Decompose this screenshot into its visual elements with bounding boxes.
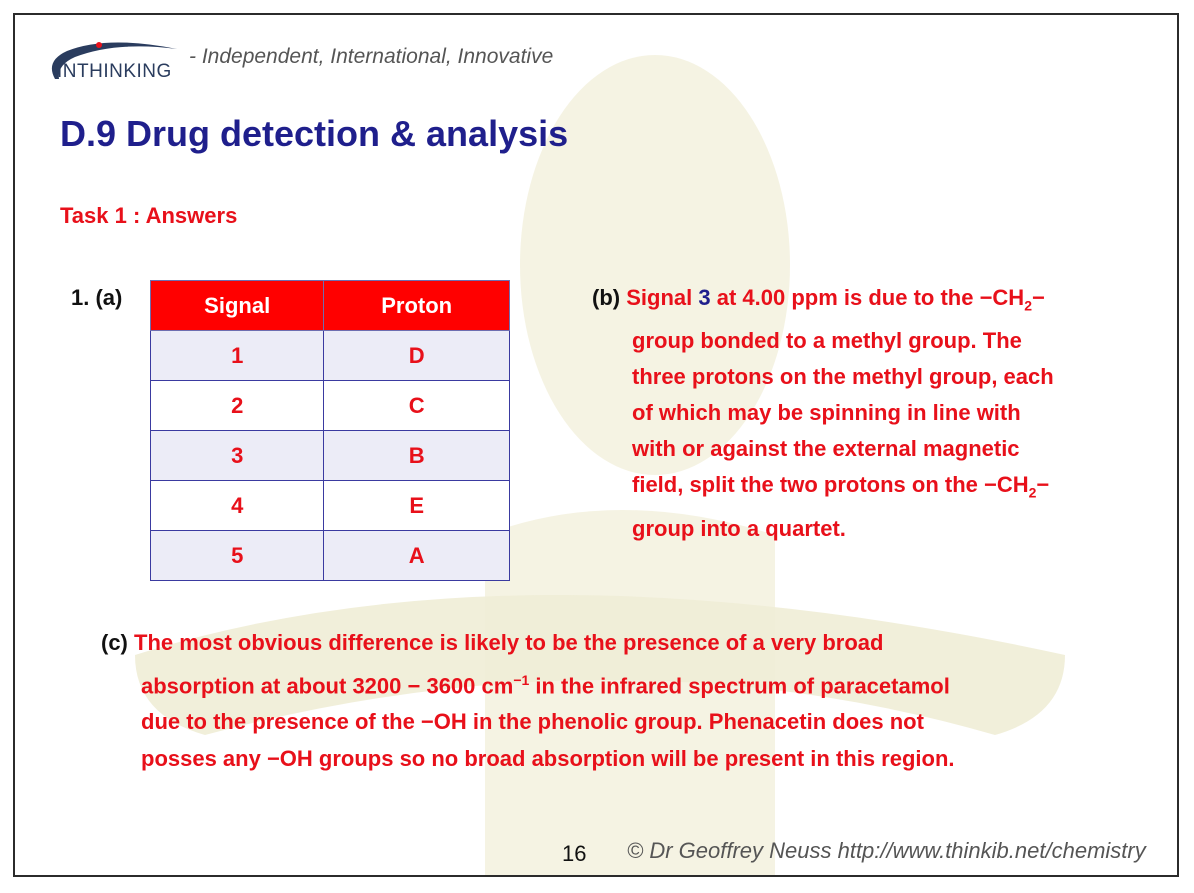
answer-part-b xyxy=(592,280,1152,547)
table-header-row xyxy=(151,281,510,331)
table-row xyxy=(151,431,510,481)
part-b-text: Signal xyxy=(626,285,693,310)
proton-cell: C xyxy=(324,381,510,431)
signal-cell: 1 xyxy=(151,331,324,381)
part-b-line: with or against the external magnetic xyxy=(632,436,1020,462)
part-b-text: field, split the two protons on the −CH xyxy=(632,472,1029,498)
header-signal: Signal xyxy=(151,281,324,331)
part-b-line: group bonded to a methyl group. The xyxy=(632,328,1022,354)
part-c-line: due to the presence of the −OH in the phenolic group. Phenacetin does not xyxy=(141,709,924,735)
signal-cell: 4 xyxy=(151,481,324,531)
part-b-text: at 4.00 ppm is due to the −CH xyxy=(716,285,1025,310)
slide xyxy=(13,13,1179,877)
tagline: - Independent, International, Innovative xyxy=(189,45,554,68)
inthinking-logo xyxy=(37,31,197,81)
table-row xyxy=(151,531,510,581)
proton-cell: A xyxy=(324,531,510,581)
proton-cell: E xyxy=(324,481,510,531)
part-b-line: of which may be spinning in line with xyxy=(632,400,1021,426)
part-c-text: absorption at about 3200 − 3600 cm xyxy=(141,672,514,698)
table-row xyxy=(151,381,510,431)
part-b-line: group into a quartet. xyxy=(632,515,846,541)
page-title: D.9 Drug detection & analysis xyxy=(60,113,569,154)
signal-proton-table xyxy=(150,280,510,581)
signal-cell: 5 xyxy=(151,531,324,581)
part-c-line xyxy=(101,662,1141,705)
part-c-line: posses any −OH groups so no broad absorption will be present in this region. xyxy=(141,745,955,771)
header-proton: Proton xyxy=(324,281,510,331)
table-row xyxy=(151,481,510,531)
page-number: 16 xyxy=(562,841,587,866)
signal-cell: 3 xyxy=(151,431,324,481)
part-c-text: in the infrared spectrum of paracetamol xyxy=(529,672,950,698)
proton-cell: B xyxy=(324,431,510,481)
task-heading: Task 1 : Answers xyxy=(60,203,238,228)
proton-cell: D xyxy=(324,331,510,381)
part-b-signal-number: 3 xyxy=(698,285,711,310)
question-1a-label: 1. (a) xyxy=(71,285,123,310)
part-b-text: − xyxy=(1031,285,1045,310)
copyright-notice: © Dr Geoffrey Neuss http://www.thinkib.net/chemistry xyxy=(627,838,1146,863)
part-b-line xyxy=(592,467,1152,510)
part-b-text: − xyxy=(1036,472,1050,498)
part-c-label: (c) xyxy=(101,630,128,655)
signal-cell: 2 xyxy=(151,381,324,431)
part-b-label: (b) xyxy=(592,285,621,310)
part-b-line: three protons on the methyl group, each xyxy=(632,364,1054,390)
logo-text: INTHINKING xyxy=(57,61,172,82)
part-c-line: The most obvious difference is likely to be the presence of a very broad xyxy=(134,630,884,655)
subscript: 2 xyxy=(1024,297,1032,314)
answer-part-c xyxy=(101,625,1141,777)
table-row xyxy=(151,331,510,381)
superscript: −1 xyxy=(513,671,530,688)
subscript: 2 xyxy=(1028,484,1037,501)
